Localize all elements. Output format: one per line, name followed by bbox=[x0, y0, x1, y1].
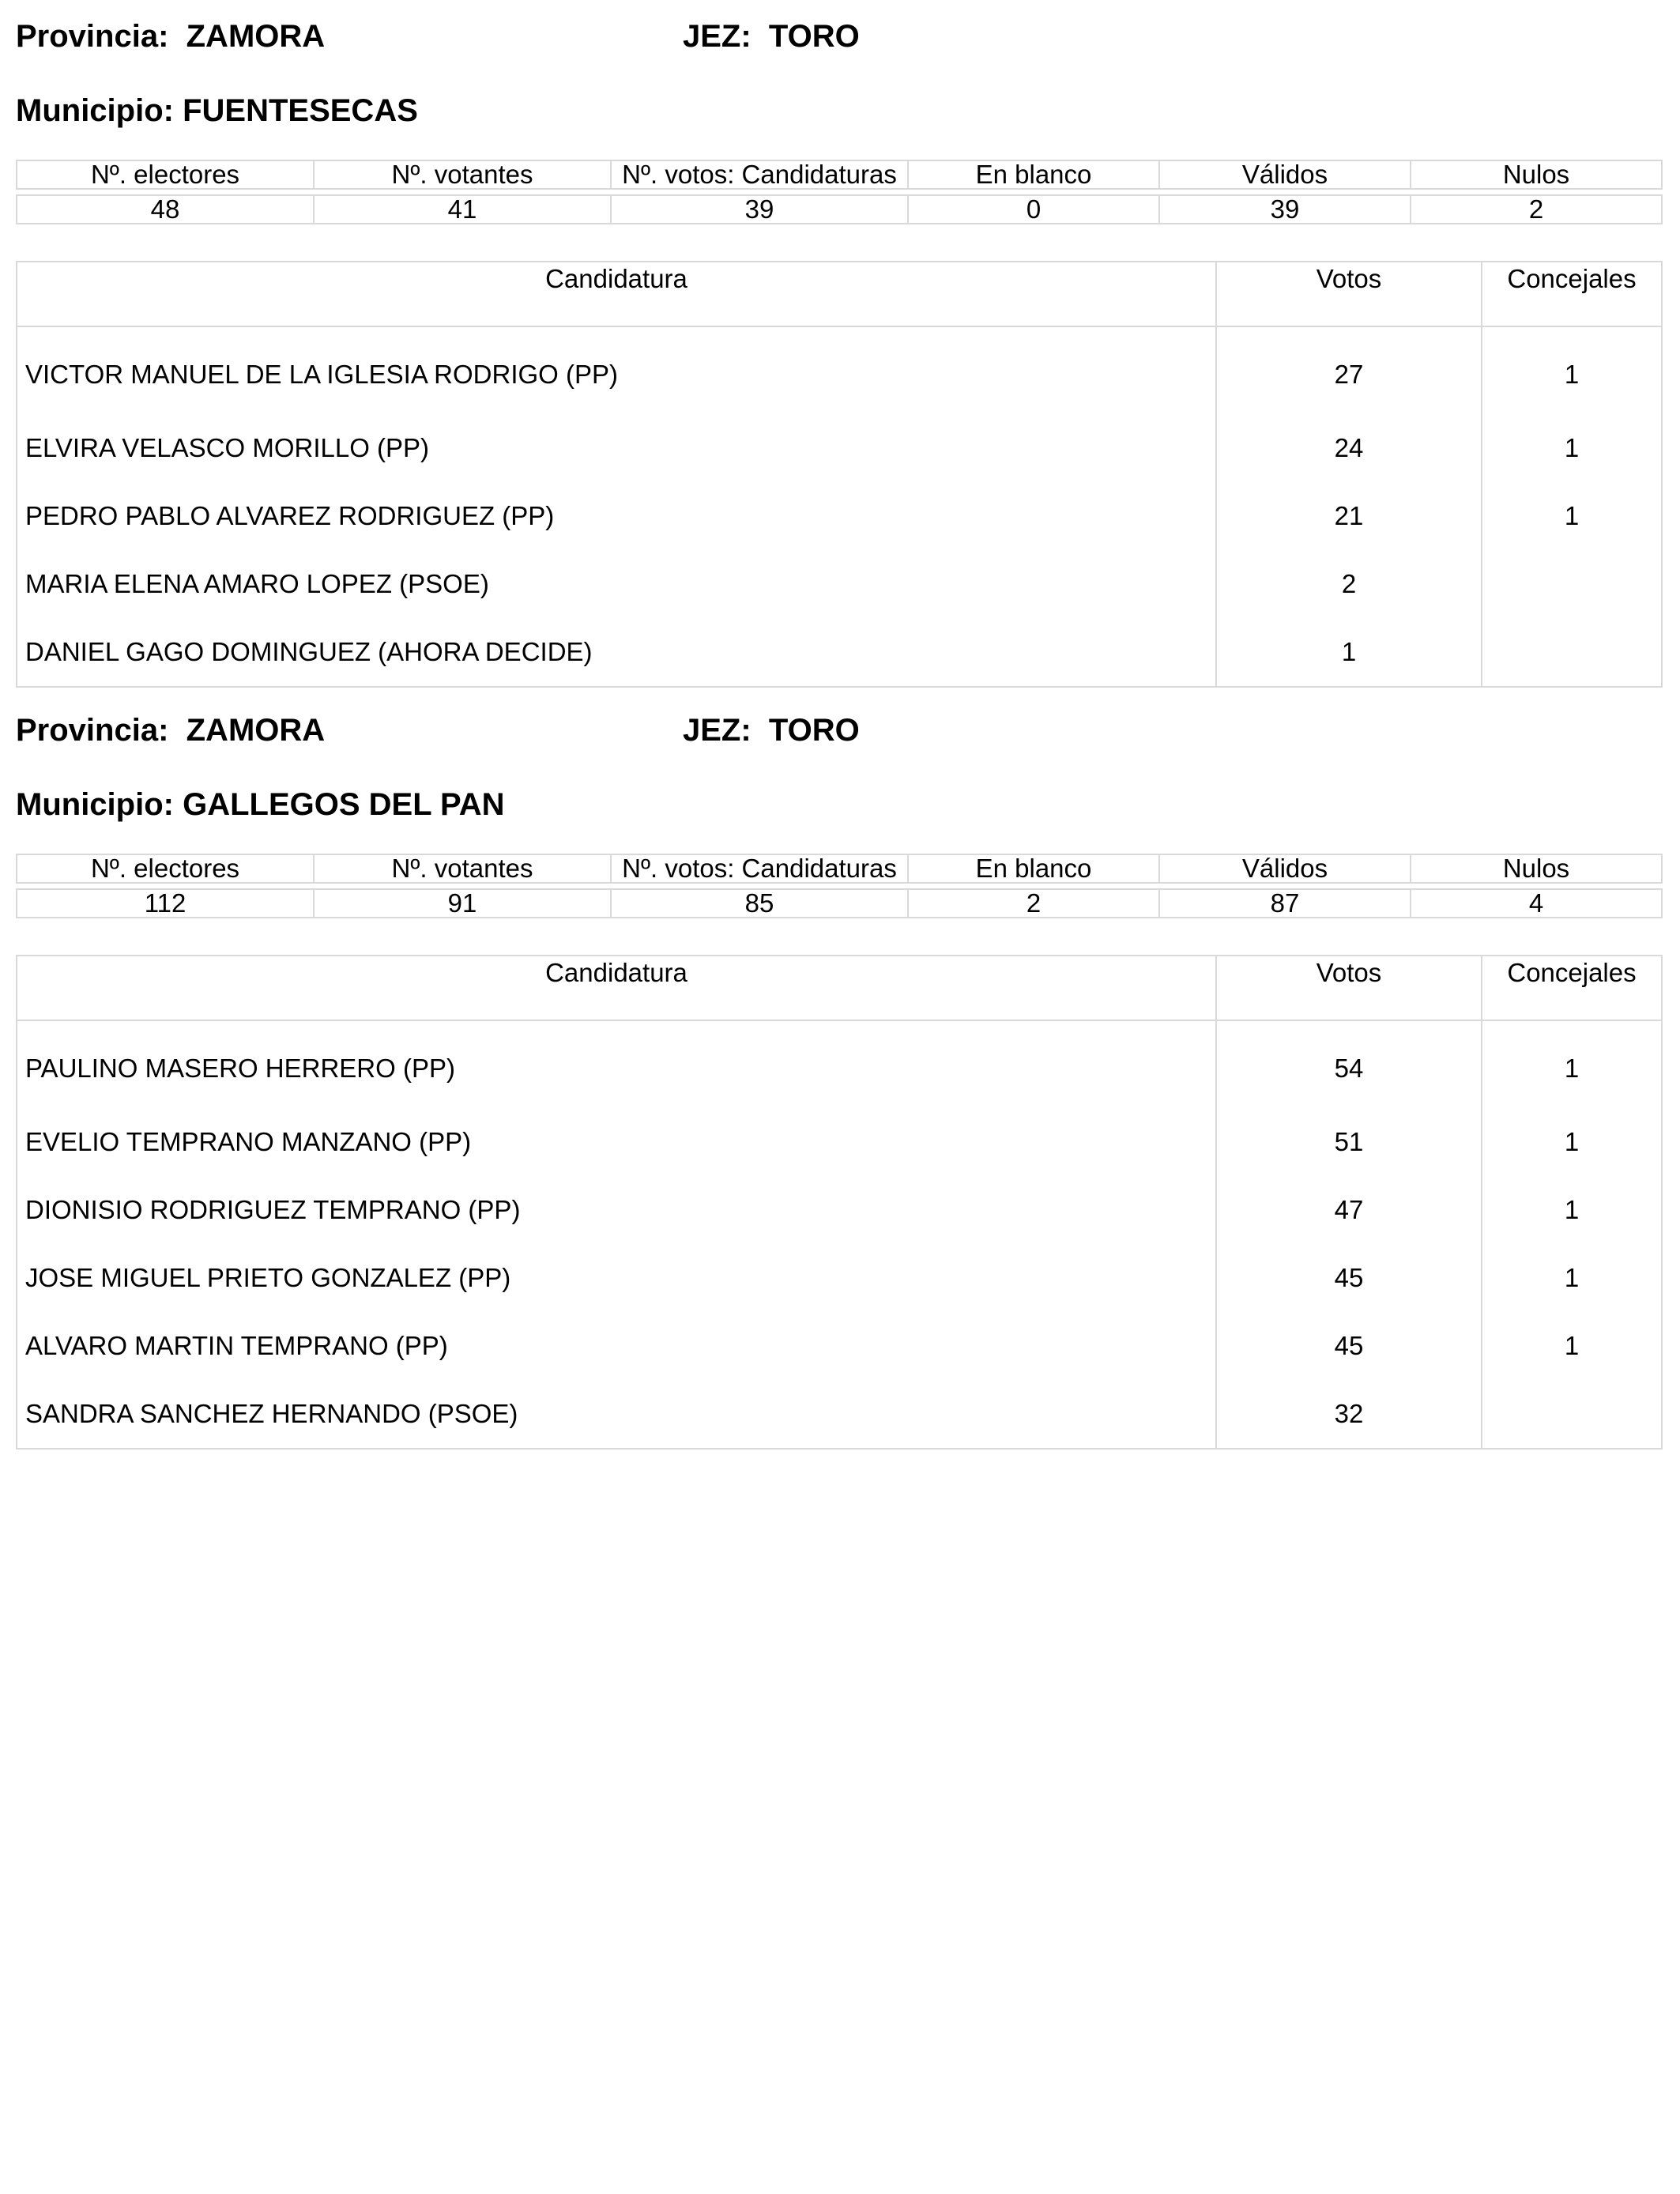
stats-value-nulos: 2 bbox=[1411, 195, 1662, 224]
candidate-row bbox=[17, 326, 1662, 414]
header-candidatura: Candidatura bbox=[17, 262, 1216, 326]
candidate-concejales bbox=[1482, 618, 1662, 687]
jez-heading: JEZ: TORO bbox=[683, 19, 860, 54]
stats-value-votantes: 41 bbox=[314, 195, 611, 224]
candidate-name: DIONISIO RODRIGUEZ TEMPRANO (PP) bbox=[17, 1176, 1216, 1244]
provincia-heading: Provincia: ZAMORA bbox=[16, 19, 326, 54]
municipio-heading: Municipio: FUENTESECAS bbox=[16, 93, 418, 128]
stats-header-electores: Nº. electores bbox=[17, 854, 314, 883]
stats-value-validos: 39 bbox=[1159, 195, 1411, 224]
candidate-concejales: 1 bbox=[1482, 326, 1662, 414]
candidate-row bbox=[17, 1108, 1662, 1176]
stats-value-en-blanco: 2 bbox=[908, 889, 1159, 918]
stats-value-votos-candidaturas: 39 bbox=[611, 195, 908, 224]
candidate-concejales: 1 bbox=[1482, 1312, 1662, 1380]
candidates-header-row bbox=[17, 262, 1662, 326]
candidate-name: ALVARO MARTIN TEMPRANO (PP) bbox=[17, 1312, 1216, 1380]
stats-header-validos: Válidos bbox=[1159, 160, 1411, 189]
candidate-row bbox=[17, 1380, 1662, 1449]
header-votos: Votos bbox=[1216, 956, 1482, 1020]
header-votos: Votos bbox=[1216, 262, 1482, 326]
stats-header-validos: Válidos bbox=[1159, 854, 1411, 883]
stats-value-electores: 48 bbox=[17, 195, 314, 224]
stats-header-nulos: Nulos bbox=[1411, 854, 1662, 883]
candidates-table bbox=[16, 261, 1663, 688]
candidate-concejales: 1 bbox=[1482, 1176, 1662, 1244]
candidate-votos: 32 bbox=[1216, 1380, 1482, 1449]
candidates-header-row bbox=[17, 956, 1662, 1020]
candidate-row bbox=[17, 1176, 1662, 1244]
stats-value-votos-candidaturas: 85 bbox=[611, 889, 908, 918]
stats-value-en-blanco: 0 bbox=[908, 195, 1159, 224]
stats-table bbox=[16, 854, 1663, 918]
candidate-name: ELVIRA VELASCO MORILLO (PP) bbox=[17, 414, 1216, 482]
candidate-concejales bbox=[1482, 1380, 1662, 1449]
candidate-votos: 24 bbox=[1216, 414, 1482, 482]
candidate-votos: 21 bbox=[1216, 482, 1482, 550]
stats-header-nulos: Nulos bbox=[1411, 160, 1662, 189]
candidate-row bbox=[17, 414, 1662, 482]
candidate-name: PEDRO PABLO ALVAREZ RODRIGUEZ (PP) bbox=[17, 482, 1216, 550]
candidate-votos: 2 bbox=[1216, 550, 1482, 618]
stats-value-validos: 87 bbox=[1159, 889, 1411, 918]
stats-value-row bbox=[17, 195, 1662, 224]
candidate-name: SANDRA SANCHEZ HERNANDO (PSOE) bbox=[17, 1380, 1216, 1449]
candidate-votos: 51 bbox=[1216, 1108, 1482, 1176]
candidate-row bbox=[17, 550, 1662, 618]
candidate-row bbox=[17, 618, 1662, 687]
candidate-name: EVELIO TEMPRANO MANZANO (PP) bbox=[17, 1108, 1216, 1176]
candidate-name: JOSE MIGUEL PRIETO GONZALEZ (PP) bbox=[17, 1244, 1216, 1312]
stats-value-row bbox=[17, 889, 1662, 918]
jez-heading: JEZ: TORO bbox=[683, 713, 860, 748]
candidate-concejales: 1 bbox=[1482, 1108, 1662, 1176]
header-concejales: Concejales bbox=[1482, 262, 1662, 326]
candidate-name: PAULINO MASERO HERRERO (PP) bbox=[17, 1020, 1216, 1108]
stats-header-electores: Nº. electores bbox=[17, 160, 314, 189]
stats-value-electores: 112 bbox=[17, 889, 314, 918]
candidate-name: MARIA ELENA AMARO LOPEZ (PSOE) bbox=[17, 550, 1216, 618]
stats-header-row bbox=[17, 160, 1662, 189]
candidate-votos: 1 bbox=[1216, 618, 1482, 687]
candidate-concejales: 1 bbox=[1482, 1244, 1662, 1312]
provincia-heading: Provincia: ZAMORA bbox=[16, 713, 326, 748]
candidate-row bbox=[17, 482, 1662, 550]
candidate-name: VICTOR MANUEL DE LA IGLESIA RODRIGO (PP) bbox=[17, 326, 1216, 414]
header-concejales: Concejales bbox=[1482, 956, 1662, 1020]
candidate-concejales: 1 bbox=[1482, 414, 1662, 482]
candidate-row bbox=[17, 1020, 1662, 1108]
candidate-concejales bbox=[1482, 550, 1662, 618]
candidate-concejales: 1 bbox=[1482, 482, 1662, 550]
stats-table bbox=[16, 160, 1663, 224]
candidate-votos: 45 bbox=[1216, 1312, 1482, 1380]
candidate-row bbox=[17, 1244, 1662, 1312]
candidate-row bbox=[17, 1312, 1662, 1380]
stats-header-votantes: Nº. votantes bbox=[314, 854, 611, 883]
stats-header-votantes: Nº. votantes bbox=[314, 160, 611, 189]
candidate-votos: 27 bbox=[1216, 326, 1482, 414]
stats-value-votantes: 91 bbox=[314, 889, 611, 918]
stats-header-row bbox=[17, 854, 1662, 883]
stats-header-en-blanco: En blanco bbox=[908, 854, 1159, 883]
stats-value-nulos: 4 bbox=[1411, 889, 1662, 918]
stats-header-en-blanco: En blanco bbox=[908, 160, 1159, 189]
municipio-heading: Municipio: GALLEGOS DEL PAN bbox=[16, 787, 505, 822]
candidate-votos: 45 bbox=[1216, 1244, 1482, 1312]
stats-header-votos-candidaturas: Nº. votos: Candidaturas bbox=[611, 160, 908, 189]
candidate-votos: 47 bbox=[1216, 1176, 1482, 1244]
candidate-votos: 54 bbox=[1216, 1020, 1482, 1108]
candidate-concejales: 1 bbox=[1482, 1020, 1662, 1108]
candidate-name: DANIEL GAGO DOMINGUEZ (AHORA DECIDE) bbox=[17, 618, 1216, 687]
header-candidatura: Candidatura bbox=[17, 956, 1216, 1020]
stats-header-votos-candidaturas: Nº. votos: Candidaturas bbox=[611, 854, 908, 883]
candidates-table bbox=[16, 955, 1663, 1449]
